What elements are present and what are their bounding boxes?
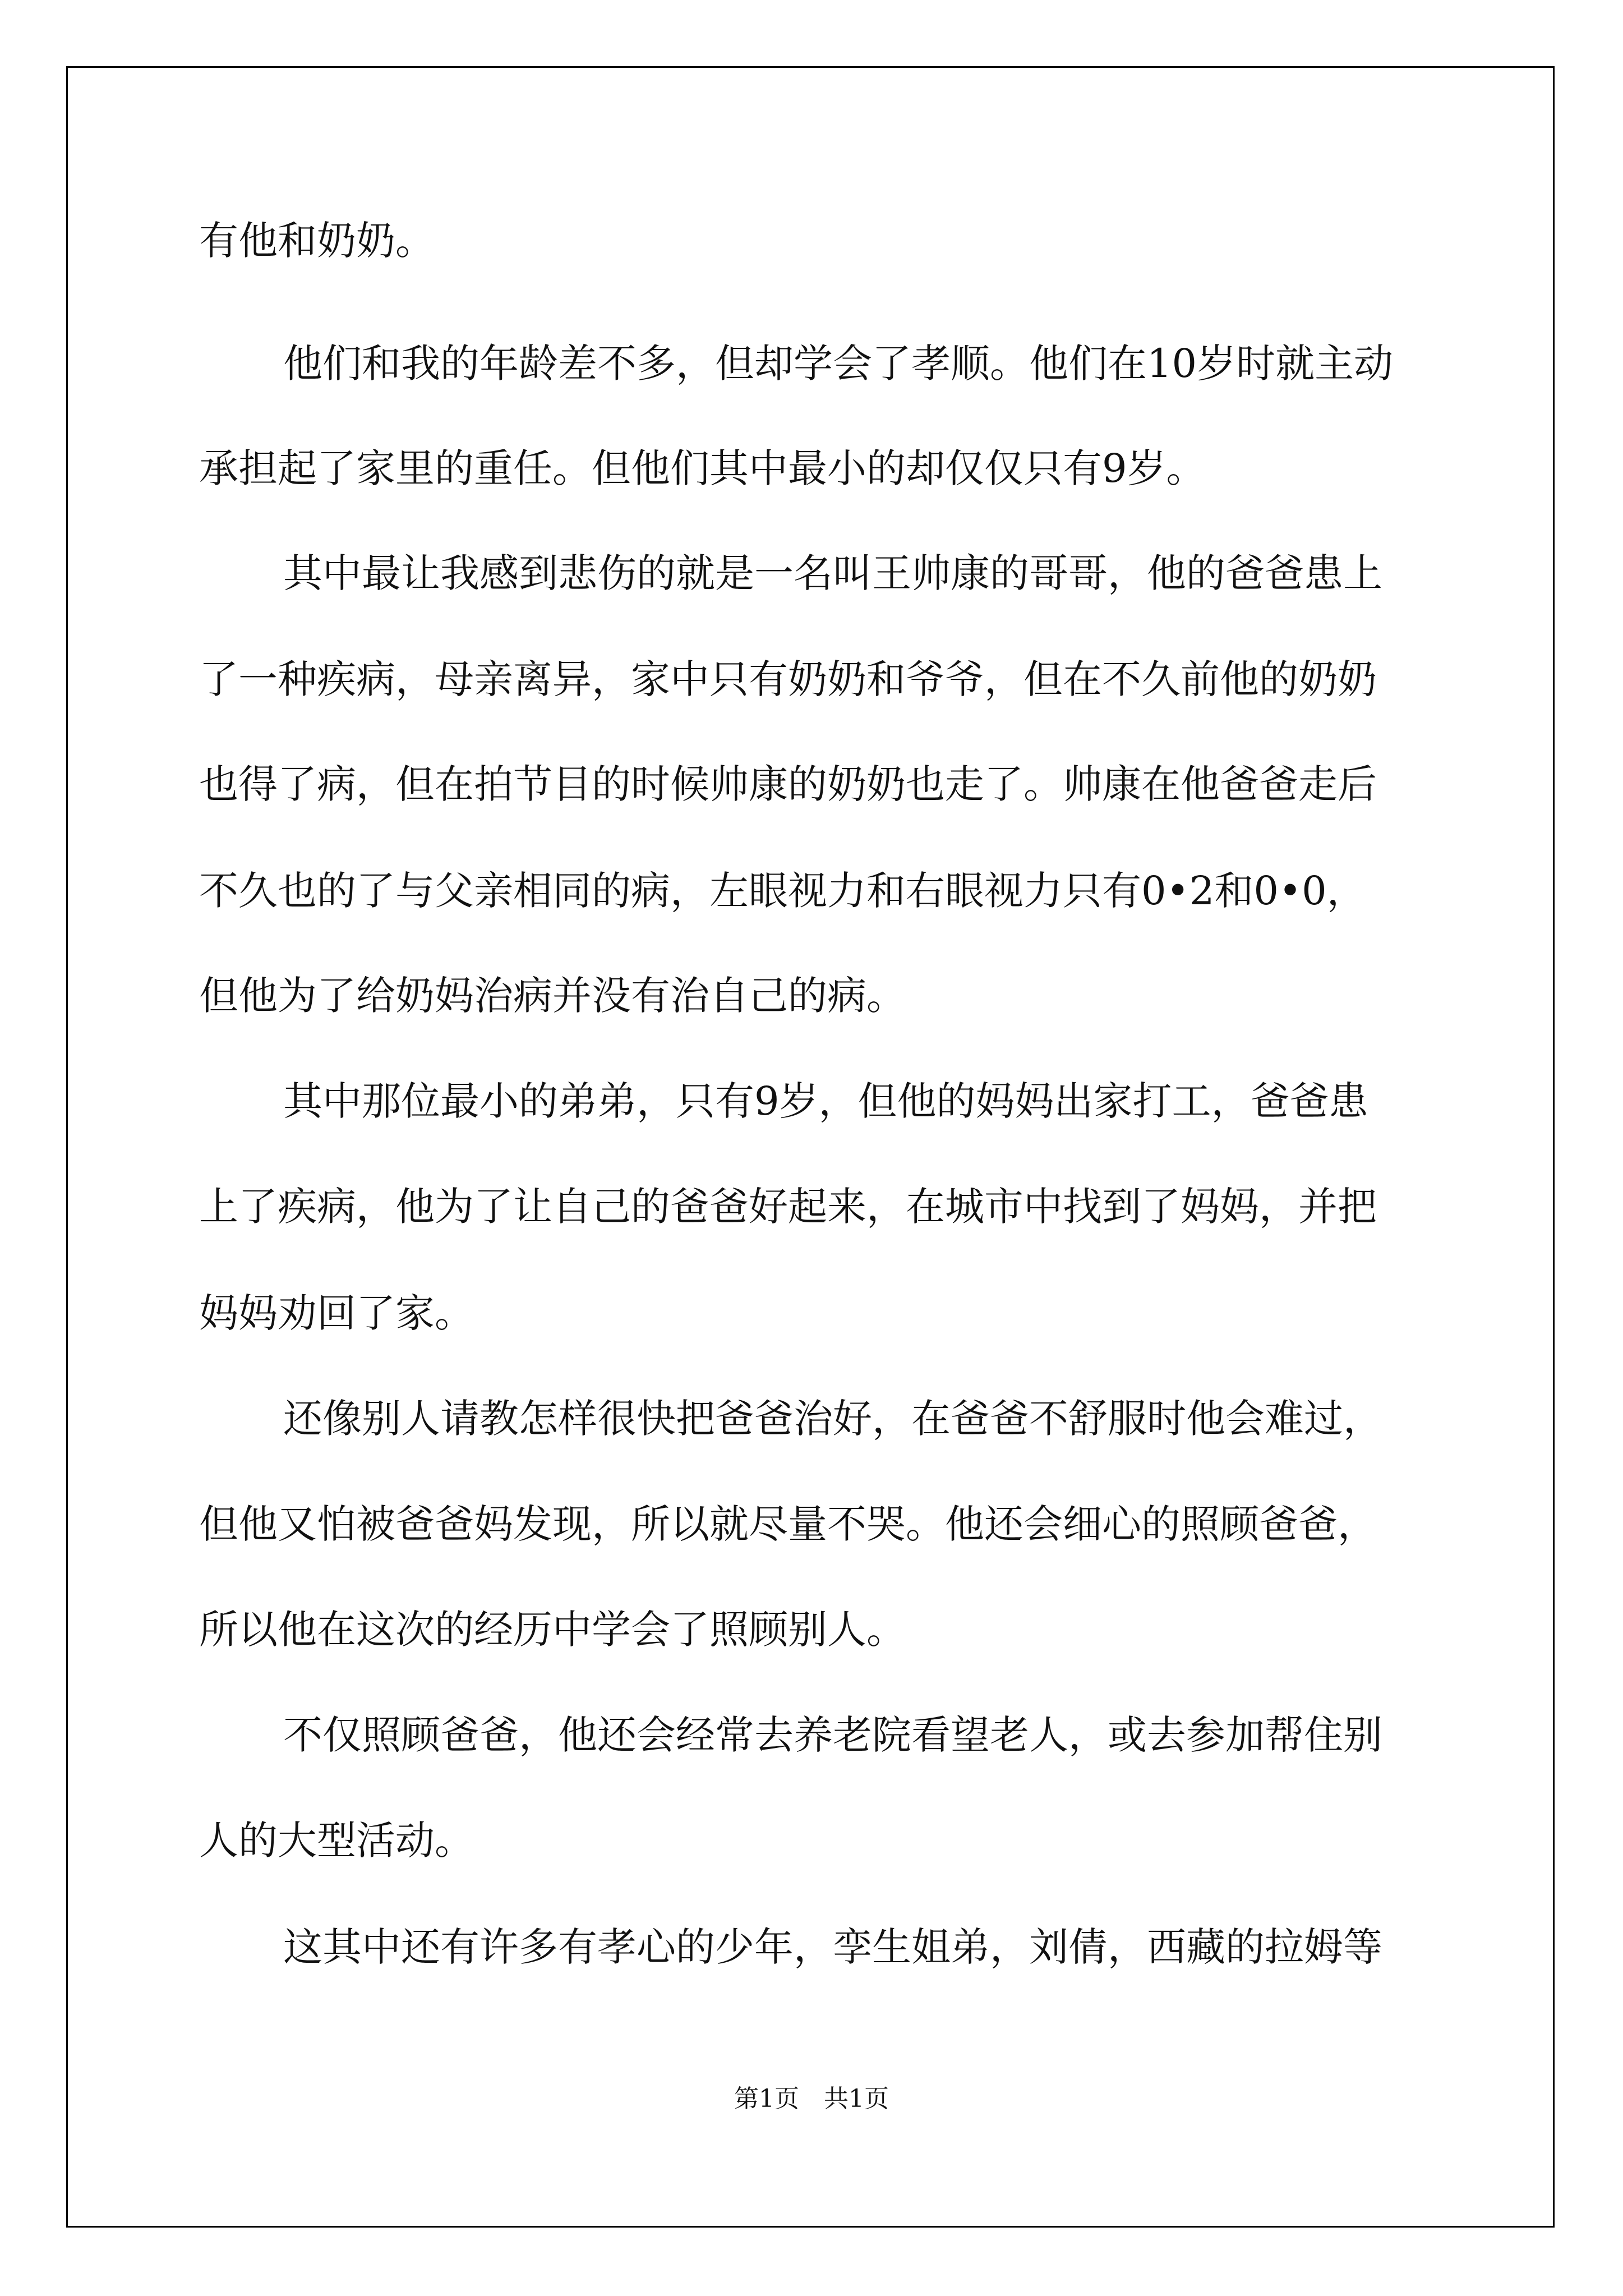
text-line: 不久也的了与父亲相同的病，左眼视力和右眼视力只有0•2和0•0， [199,868,1366,914]
text-line: 其中那位最小的弟弟，只有9岁，但他的妈妈出家打工，爸爸患 [283,1078,1368,1124]
page-number-footer: 第1页 共1页 [734,2085,889,2113]
text-line: 了一种疾病，母亲离异，家中只有奶奶和爷爷，但在不久前他的奶奶 [199,656,1377,702]
text-line: 人的大型活动。 [199,1818,474,1864]
text-line: 妈妈劝回了家。 [199,1290,474,1336]
text-line: 但他为了给奶妈治病并没有治自己的病。 [199,973,906,1019]
text-line: 但他又怕被爸爸妈发现，所以就尽量不哭。他还会细心的照顾爸爸， [199,1501,1377,1547]
text-line: 不仅照顾爸爸，他还会经常去养老院看望老人，或去参加帮住别 [283,1712,1382,1758]
text-line: 有他和奶奶。 [199,218,435,264]
text-line: 也得了病，但在拍节目的时候帅康的奶奶也走了。帅康在他爸爸走后 [199,761,1377,807]
text-line: 所以他在这次的经历中学会了照顾别人。 [199,1607,906,1653]
text-line: 承担起了家里的重任。但他们其中最小的却仅仅只有9岁。 [199,445,1206,491]
text-line: 上了疾病，他为了让自己的爸爸好起来，在城市中找到了妈妈，并把 [199,1184,1377,1230]
text-line: 其中最让我感到悲伤的就是一名叫王帅康的哥哥，他的爸爸患上 [283,550,1382,596]
text-line: 还像别人请教怎样很快把爸爸治好，在爸爸不舒服时他会难过， [283,1396,1382,1442]
text-line: 他们和我的年龄差不多，但却学会了孝顺。他们在10岁时就主动 [283,341,1394,386]
text-line: 这其中还有许多有孝心的少年，孪生姐弟，刘倩，西藏的拉姆等 [283,1924,1382,1970]
